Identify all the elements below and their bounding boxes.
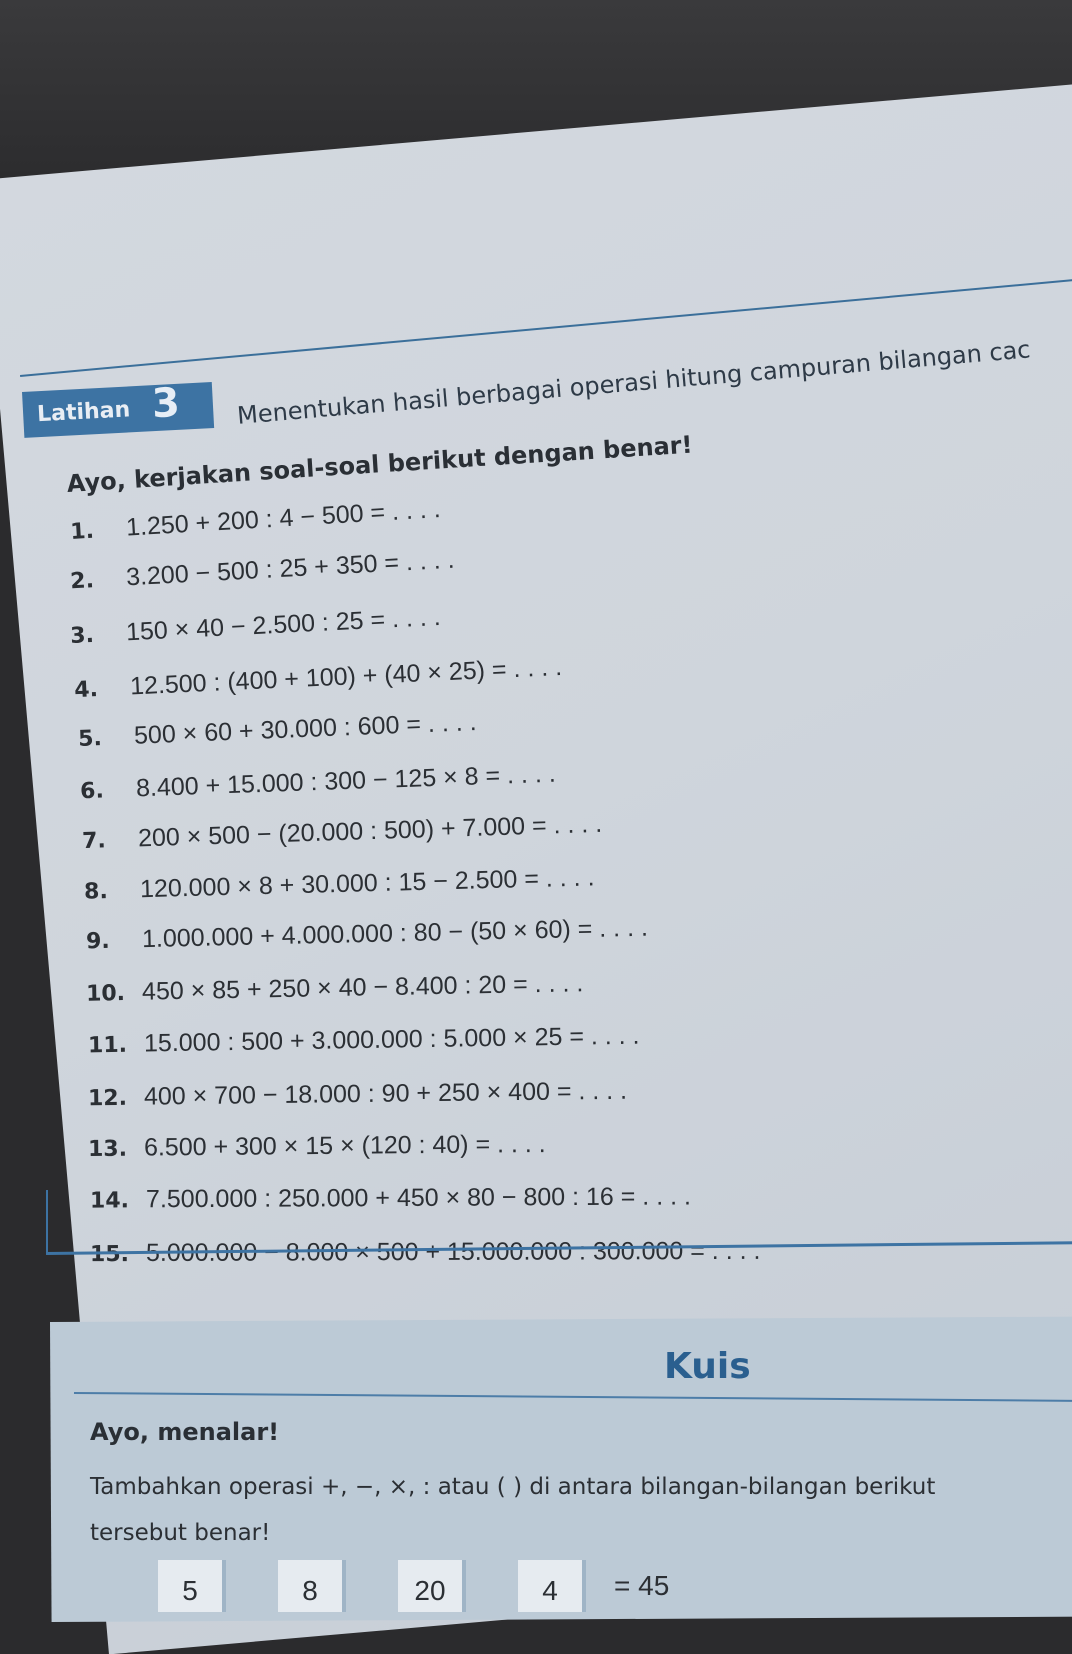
problem-number: 13.	[87, 1136, 128, 1162]
number-box: 5	[158, 1560, 226, 1612]
kuis-instruction	[90, 1464, 1070, 1556]
problem-number: 3.	[69, 622, 95, 650]
problem-item	[80, 760, 557, 806]
problem-item	[78, 708, 477, 753]
problem-expression: 450 × 85 + 250 × 40 − 8.400 : 20 = . . . .	[141, 969, 584, 1006]
problem-number: 6.	[79, 778, 105, 805]
problem-item	[90, 1182, 691, 1214]
problem-expression: 1.000.000 + 4.000.000 : 80 − (50 × 60) = . . . .	[141, 913, 649, 954]
latihan-number: 3	[150, 379, 181, 428]
problem-number: 11.	[87, 1032, 128, 1059]
problem-number: 2.	[69, 568, 95, 595]
problem-item	[88, 1077, 627, 1113]
kuis-instruction-line: Tambahkan operasi +, −, ×, : atau ( ) di antara bilangan-bilangan berikut	[90, 1474, 936, 1500]
kuis-instruction-line: tersebut benar!	[90, 1520, 271, 1546]
problem-expression: 15.000 : 500 + 3.000.000 : 5.000 × 25 = . . . .	[143, 1021, 640, 1058]
kuis-subtitle: Ayo, menalar!	[90, 1418, 280, 1446]
problem-item	[82, 810, 603, 855]
problem-expression: 7.500.000 : 250.000 + 450 × 80 − 800 : 16 = . . . .	[145, 1182, 691, 1214]
problem-expression: 5.000.000 − 8.000 × 500 + 15.000.000 : 300.000 = . . . .	[145, 1236, 761, 1267]
problem-number: 14.	[89, 1188, 130, 1214]
section-vertical-rule	[46, 1190, 48, 1252]
problem-item	[69, 495, 441, 546]
problem-item	[74, 653, 563, 704]
problem-item	[88, 1130, 546, 1163]
problem-expression: 120.000 × 8 + 30.000 : 15 − 2.500 = . . . .	[139, 863, 595, 904]
problem-number: 4.	[73, 677, 99, 704]
number-box: 8	[278, 1560, 346, 1612]
number-box: 20	[398, 1560, 466, 1612]
problem-item	[70, 603, 442, 650]
problem-number: 10.	[85, 981, 126, 1007]
problem-number: 5.	[77, 726, 103, 752]
problem-number: 15.	[89, 1242, 130, 1268]
instruction-text: Ayo, kerjakan soal-soal berikut dengan benar!	[66, 430, 694, 498]
problem-expression: 500 × 60 + 30.000 : 600 = . . . .	[133, 708, 478, 750]
problem-expression: 200 × 500 − (20.000 : 500) + 7.000 = . . . .	[137, 809, 603, 853]
problem-expression: 6.500 + 300 × 15 × (120 : 40) = . . . .	[143, 1130, 546, 1162]
problem-number: 7.	[81, 828, 107, 855]
problem-number: 12.	[87, 1085, 128, 1112]
problem-item	[69, 546, 455, 596]
problem-number: 9.	[85, 928, 111, 955]
problem-item	[86, 969, 584, 1008]
problem-expression: 150 × 40 − 2.500 : 25 = . . . .	[125, 602, 442, 647]
number-box: 4	[518, 1560, 586, 1612]
problem-expression: 8.400 + 15.000 : 300 − 125 × 8 = . . . .	[135, 759, 557, 803]
problem-item	[84, 863, 595, 905]
problem-expression: 12.500 : (400 + 100) + (40 × 25) = . . . .	[129, 652, 563, 701]
problem-number: 8.	[83, 879, 109, 905]
section-headline: Menentukan hasil berbagai operasi hitung campuran bilangan cac	[236, 335, 1032, 430]
kuis-result: = 45	[614, 1570, 670, 1601]
problem-item	[86, 914, 648, 956]
kuis-title: Kuis	[664, 1346, 751, 1387]
latihan-label: Latihan	[36, 396, 131, 427]
problem-number: 1.	[69, 518, 95, 545]
problem-expression: 3.200 − 500 : 25 + 350 = . . . .	[125, 545, 456, 592]
problem-expression: 400 × 700 − 18.000 : 90 + 250 × 400 = . . . .	[143, 1076, 628, 1111]
problem-expression: 1.250 + 200 : 4 − 500 = . . . .	[125, 495, 442, 542]
problem-item	[88, 1022, 640, 1060]
